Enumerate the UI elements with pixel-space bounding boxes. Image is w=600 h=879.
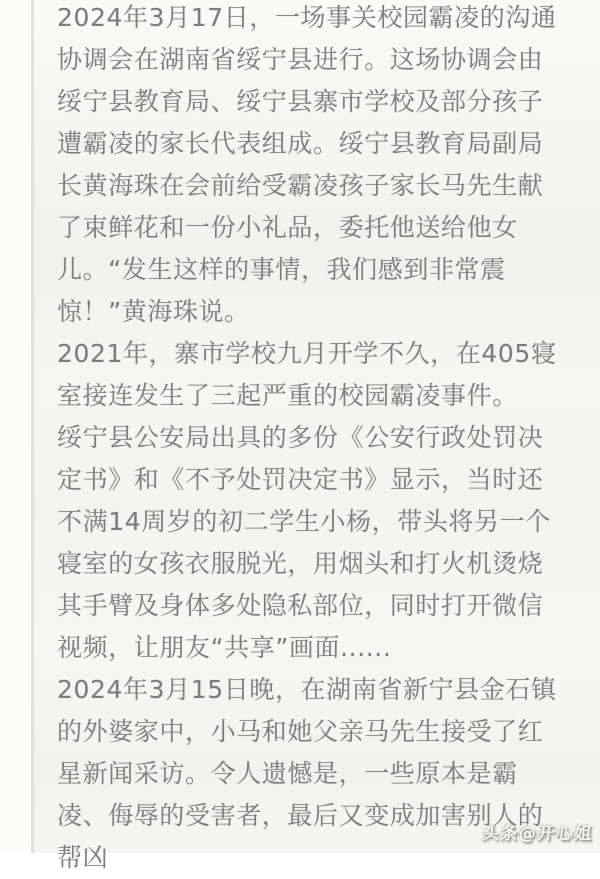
- page-left-margin: [0, 0, 31, 853]
- text-line: 长黄海珠在会前给受霸凌孩子家长马先生献: [57, 171, 544, 200]
- text-line: 协调会在湖南省绥宁县进行。这场协调会由: [57, 45, 544, 74]
- text-line: 星新闻采访。令人遗憾是，一些原本是霸: [57, 759, 518, 788]
- page-edge-line: [31, 0, 34, 853]
- text-line: 帮凶: [57, 843, 109, 872]
- text-line: 2021年，寨市学校九月开学不久，在405寝: [57, 339, 557, 368]
- text-line: 绥宁县公安局出具的多份《公安行政处罚决: [57, 423, 544, 452]
- text-line: 凌、侮辱的受害者，最后又变成加害别人的: [57, 801, 544, 830]
- text-line: 不满14周岁的初二学生小杨，带头将另一个: [57, 507, 551, 536]
- text-line: 其手臂及身体多处隐私部位，同时打开微信: [57, 591, 544, 620]
- toutiao-watermark: 头条@开心姐: [480, 824, 594, 844]
- text-line: 2024年3月17日，一场事关校园霸凌的沟通: [57, 3, 557, 32]
- text-line: 遭霸凌的家长代表组成。绥宁县教育局副局: [57, 129, 544, 158]
- article-text-block: [57, 0, 557, 879]
- text-line: 2024年3月15日晚，在湖南省新宁县金石镇: [57, 675, 557, 704]
- text-line: 室接连发生了三起严重的校园霸凌事件。: [57, 381, 518, 410]
- text-line: 儿。“发生这样的事情，我们感到非常震: [57, 255, 506, 284]
- text-line: 了束鲜花和一份小礼品，委托他送给他女: [57, 213, 518, 242]
- text-line: 寝室的女孩衣服脱光，用烟头和打火机烫烧: [57, 549, 544, 578]
- text-line: 视频，让朋友“共享”画面......: [57, 633, 392, 662]
- text-line: 惊！”黄海珠说。: [57, 297, 250, 326]
- text-line: 定书》和《不予处罚决定书》显示，当时还: [57, 465, 544, 494]
- text-line: 的外婆家中，小马和她父亲马先生接受了红: [57, 717, 544, 746]
- text-line: 绥宁县教育局、绥宁县寨市学校及部分孩子: [57, 87, 544, 116]
